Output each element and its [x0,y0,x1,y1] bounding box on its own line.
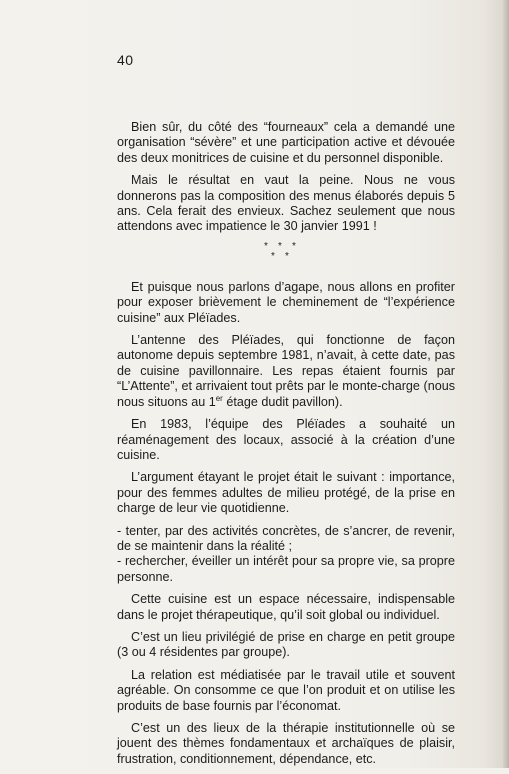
paragraph-antenne-main: L’antenne des Pléïades, qui fonctionne de façon autonome depuis septembre 1981, n’avait, à cette date, pas de cuisine pavillonnaire. Les repas étaient fournis par “L’Attente”, et arrivaient tout prêts par le monte-charge (nous nous situons au 1 [117,333,455,409]
list-item-rechercher: - rechercher, éveiller un intérêt pour sa propre vie, sa propre personne. [117,554,455,584]
paragraph-therapie: C’est un des lieux de la thérapie institutionnelle où se jouent des thèmes fondamentaux et archaïques de plaisir, frustration, conditionnement, dépendance, etc. [117,721,455,766]
page-number: 40 [117,52,134,68]
asterism-star: * [292,240,296,252]
asterism-star: * [264,240,268,252]
paragraph-resultat: Mais le résultat en vaut la peine. Nous ne vous donnerons pas la composition des menus élaborés depuis 5 ans. Cela ferait des envieux. Sachez seulement que nous attendons avec impatience le 30 janvier 1991 ! [117,173,455,234]
superscript-er: er [215,393,223,403]
paragraph-antenne [117,333,455,410]
asterism-star: * [271,250,275,262]
body-text [117,120,455,774]
paragraph-espace: Cette cuisine est un espace nécessaire, indispensable dans le projet thérapeutique, qu’il soit global ou individuel. [117,592,455,622]
paragraph-relation: La relation est médiatisée par le travail utile et souvent agréable. On consomme ce que l’on produit et on utilise les produits de base fournis par l’économat. [117,667,455,713]
page-edge-shadow [503,0,509,768]
paragraph-antenne-end: étage dudit pavillon). [222,394,343,409]
asterism-star: * [285,250,289,262]
asterism-star: * [278,240,282,252]
asterism-separator [117,242,455,266]
paragraph-agape: Et puisque nous parlons d’agape, nous allons en profiter pour exposer brièvement le cheminement de “l’expérience cuisine” aux Pléïades. [117,279,455,325]
paragraph-fourneaux: Bien sûr, du côté des “fourneaux” cela a demandé une organisation “sévère” et une participation active et dévouée des deux monitrices de cuisine et du personnel disponible. [117,120,455,165]
list-item-tenter: - tenter, par des activités concrètes, de s’ancrer, de revenir, de se maintenir dans la réalité ; [117,523,455,553]
paragraph-1983: En 1983, l’équipe des Pléïades a souhaité un réaménagement des locaux, associé à la création d’une cuisine. [117,417,455,462]
paragraph-argument: L’argument étayant le projet était le suivant : importance, pour des femmes adultes de milieu protégé, de la prise en charge de leur vie quotidienne. [117,470,455,516]
paragraph-lieu: C’est un lieu privilégié de prise en charge en petit groupe (3 ou 4 résidentes par groupe). [117,629,455,660]
